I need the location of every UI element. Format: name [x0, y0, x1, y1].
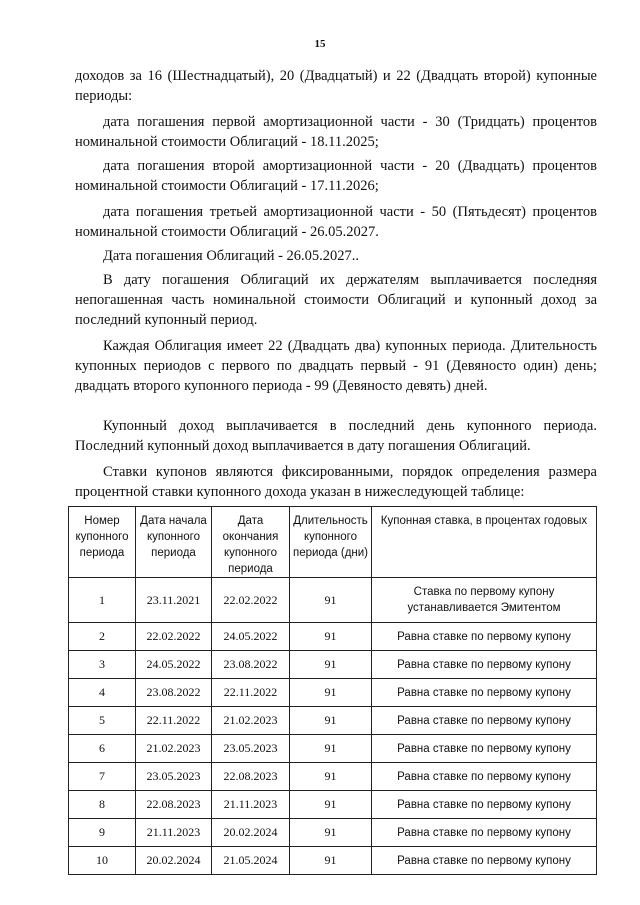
cell-period-number: 4 — [69, 679, 136, 707]
cell-start-date: 20.02.2024 — [136, 847, 212, 875]
header-period-number: Номер купонного периода — [69, 507, 136, 578]
cell-start-date: 22.08.2023 — [136, 791, 212, 819]
cell-period-number: 5 — [69, 707, 136, 735]
cell-start-date: 22.11.2022 — [136, 707, 212, 735]
cell-coupon-rate: Равна ставке по первому купону — [372, 763, 597, 791]
paragraph-maturity-payment: В дату погашения Облигаций их держателям выплачивается последняя непогашенная часть номинальной стоимости Облигаций и купонный доход за последний купонный период. — [75, 272, 597, 328]
paragraph-amortization-1: дата погашения первой амортизационной части - 30 (Тридцать) процентов номинальной стоимости Облигаций - 18.11.2025; — [75, 114, 597, 150]
cell-period-number: 6 — [69, 735, 136, 763]
cell-coupon-rate: Равна ставке по первому купону — [372, 791, 597, 819]
paragraph-coupon-periods: доходов за 16 (Шестнадцатый), 20 (Двадцатый) и 22 (Двадцать второй) купонные периоды: — [75, 68, 597, 104]
table-row — [69, 763, 597, 791]
cell-coupon-rate: Равна ставке по первому купону — [372, 679, 597, 707]
paragraph-amortization-3: дата погашения третьей амортизационной части - 50 (Пятьдесят) процентов номинальной стоимости Облигаций - 26.05.2027. — [75, 204, 597, 240]
table-header-row — [69, 507, 597, 578]
cell-end-date: 20.02.2024 — [212, 819, 290, 847]
cell-period-number: 3 — [69, 651, 136, 679]
table-row — [69, 578, 597, 623]
coupon-schedule-table — [68, 506, 597, 875]
cell-end-date: 22.11.2022 — [212, 679, 290, 707]
cell-duration: 91 — [290, 791, 372, 819]
cell-end-date: 23.08.2022 — [212, 651, 290, 679]
cell-coupon-rate: Равна ставке по первому купону — [372, 819, 597, 847]
cell-end-date: 21.02.2023 — [212, 707, 290, 735]
paragraph-amortization-2: дата погашения второй амортизационной части - 20 (Двадцать) процентов номинальной стоимости Облигаций - 17.11.2026; — [75, 158, 597, 194]
cell-duration: 91 — [290, 707, 372, 735]
cell-duration: 91 — [290, 651, 372, 679]
page-number: 15 — [314, 38, 326, 50]
cell-coupon-rate: Равна ставке по первому купону — [372, 707, 597, 735]
paragraph-coupon-count: Каждая Облигация имеет 22 (Двадцать два) купонных периода. Длительность купонных периодов с первого по двадцать первый - 91 (Девяносто один) день; двадцать второго купонного периода - 99 (Девяносто девять) дней. — [75, 338, 597, 394]
cell-end-date: 23.05.2023 — [212, 735, 290, 763]
cell-start-date: 23.08.2022 — [136, 679, 212, 707]
cell-period-number: 7 — [69, 763, 136, 791]
cell-duration: 91 — [290, 679, 372, 707]
table-row — [69, 707, 597, 735]
cell-coupon-rate: Равна ставке по первому купону — [372, 623, 597, 651]
header-coupon-rate: Купонная ставка, в процентах годовых — [372, 507, 597, 578]
table-row — [69, 791, 597, 819]
table-row — [69, 819, 597, 847]
cell-start-date: 23.11.2021 — [136, 578, 212, 623]
table-row — [69, 735, 597, 763]
cell-duration: 91 — [290, 847, 372, 875]
cell-start-date: 24.05.2022 — [136, 651, 212, 679]
table-row — [69, 623, 597, 651]
cell-period-number: 8 — [69, 791, 136, 819]
table-row — [69, 679, 597, 707]
cell-end-date: 22.08.2023 — [212, 763, 290, 791]
cell-end-date: 22.02.2022 — [212, 578, 290, 623]
cell-duration: 91 — [290, 578, 372, 623]
cell-start-date: 21.11.2023 — [136, 819, 212, 847]
cell-duration: 91 — [290, 623, 372, 651]
table-row — [69, 651, 597, 679]
cell-coupon-rate: Равна ставке по первому купону — [372, 847, 597, 875]
paragraph-coupon-payment: Купонный доход выплачивается в последний день купонного периода. Последний купонный доход выплачивается в дату погашения Облигаций. — [75, 418, 597, 454]
cell-coupon-rate: Равна ставке по первому купону — [372, 735, 597, 763]
cell-duration: 91 — [290, 735, 372, 763]
cell-period-number: 1 — [69, 578, 136, 623]
cell-period-number: 2 — [69, 623, 136, 651]
cell-period-number: 9 — [69, 819, 136, 847]
cell-start-date: 21.02.2023 — [136, 735, 212, 763]
cell-end-date: 24.05.2022 — [212, 623, 290, 651]
cell-coupon-rate: Равна ставке по первому купону — [372, 651, 597, 679]
cell-start-date: 23.05.2023 — [136, 763, 212, 791]
cell-end-date: 21.05.2024 — [212, 847, 290, 875]
header-end-date: Дата окончания купонного периода — [212, 507, 290, 578]
paragraph-coupon-rates: Ставки купонов являются фиксированными, порядок определения размера процентной ставки купонного дохода указан в нижеследующей таблице: — [75, 464, 597, 500]
cell-duration: 91 — [290, 819, 372, 847]
cell-period-number: 10 — [69, 847, 136, 875]
cell-end-date: 21.11.2023 — [212, 791, 290, 819]
paragraph-maturity-date: Дата погашения Облигаций - 26.05.2027.. — [103, 248, 360, 264]
cell-duration: 91 — [290, 763, 372, 791]
header-start-date: Дата начала купонного периода — [136, 507, 212, 578]
cell-start-date: 22.02.2022 — [136, 623, 212, 651]
header-duration: Длительность купонного периода (дни) — [290, 507, 372, 578]
table-row — [69, 847, 597, 875]
cell-coupon-rate: Ставка по первому купону устанавливается Эмитентом — [372, 578, 597, 623]
